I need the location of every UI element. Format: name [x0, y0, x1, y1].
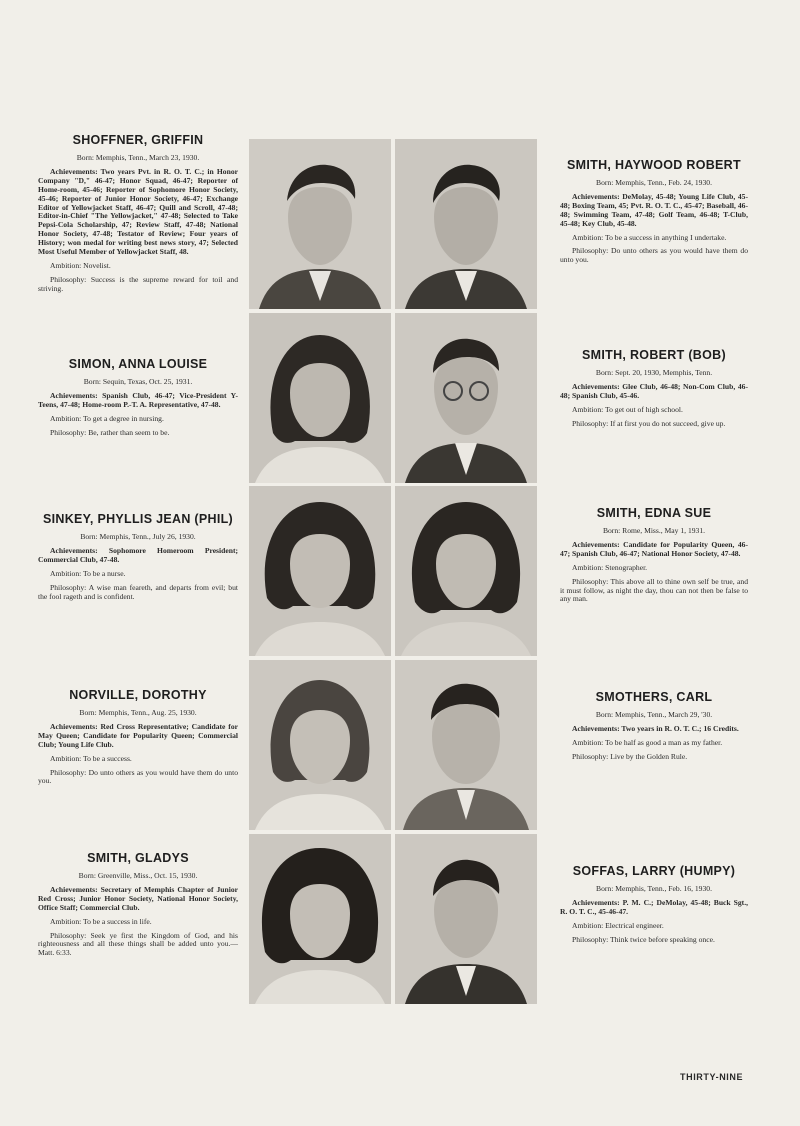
born-line: Born: Memphis, Tenn., March 29, '30. — [595, 709, 713, 719]
achievements: Achievements: Secretary of Memphis Chapter of Junior Red Cross; Junior Honor Society, National Honor Society, Office Staff; Commercial Club. — [38, 884, 238, 912]
page-number: THIRTY-NINE — [680, 1072, 744, 1082]
achievements: Achievements: Two years in R. O. T. C.; 16 Credits. — [572, 723, 739, 733]
entry-soffas — [560, 864, 748, 950]
born-line: Born: Memphis, Tenn., Aug. 25, 1930. — [79, 707, 197, 717]
portrait-photo-soffas — [395, 834, 537, 1004]
portrait-photo-shoffner — [249, 139, 391, 309]
portrait-photo-norville — [249, 660, 391, 830]
born-line: Born: Greenville, Miss., Oct. 15, 1930. — [78, 870, 198, 880]
ambition: Ambition: To be a success. — [50, 753, 132, 763]
achievements: Achievements: DeMolay, 45-48; Young Life Club, 45-48; Boxing Team, 45; Pvt. R. O. T. C., 45-47; Baseball, 46-48; Swimming Team, 47-48; Golf Team, 46-48; T-Club, 45-48; Key Club, 45-48. — [560, 191, 748, 228]
achievements: Achievements: Candidate for Popularity Queen, 46-47; Spanish Club, 46-47; National Honor Society, 47-48. — [560, 539, 748, 558]
ambition: Ambition: Electrical engineer. — [572, 920, 664, 930]
philosophy: Philosophy: Think twice before speaking once. — [572, 934, 715, 944]
student-name: SINKEY, PHYLLIS JEAN (PHIL) — [42, 512, 234, 526]
entry-smith-gladys — [38, 851, 238, 963]
student-name: SHOFFNER, GRIFFIN — [72, 133, 204, 147]
achievements: Achievements: Spanish Club, 46-47; Vice-President Y-Teens, 47-48; Home-room P.-T. A. Representative, 47-48. — [38, 390, 238, 409]
entry-smith-robert — [560, 348, 748, 434]
achievements: Achievements: Two years Pvt. in R. O. T. C.; in Honor Company "D," 46-47; Honor Squad, 46-47; Reporter of Home-room, 45-46; Reporter of Sophomore Honor Society, 45-46; Reporter of Junior Honor Society, 46-47; Exchange Editor of Yellowjacket Staff, 46-47; Quill and Scroll, 47-48; Editor-in-Chief "The Yellowjacket," 47-48; Selected to Take Pepsi-Cola Scholarship, 47; Review Staff, 47-48; National Honor Society, 47-48; Testator of Review; Four years of History; won medal for writing best news story, 47; Selected Most Useful Member of Yellowjacket Staff, 48. — [38, 166, 238, 257]
born-line: Born: Rome, Miss., May 1, 1931. — [602, 525, 706, 535]
student-name: SMITH, EDNA SUE — [596, 506, 712, 520]
achievements: Achievements: Sophomore Homeroom President; Commercial Club, 47-48. — [38, 545, 238, 564]
portrait-photo-smith-edna — [395, 486, 537, 656]
philosophy: Philosophy: Seek ye first the Kingdom of God, and his righteousness and all these things shall be added unto you.—Matt. 6:33. — [38, 930, 238, 958]
philosophy: Philosophy: This above all to thine own self be true, and it must follow, as night the day, thou can not then be false to any man. — [560, 576, 748, 604]
entry-smothers — [560, 690, 748, 767]
ambition: Ambition: To be a nurse. — [50, 568, 126, 578]
philosophy: Philosophy: Success is the supreme reward for toil and striving. — [38, 275, 238, 294]
student-name: SMITH, ROBERT (BOB) — [582, 348, 726, 362]
ambition: Ambition: To be a success in life. — [50, 916, 152, 926]
philosophy: Philosophy: Do unto others as you would have them do unto you. — [38, 767, 238, 786]
portrait-photo-smith-gladys — [249, 834, 391, 1004]
born-line: Born: Memphis, Tenn., Feb. 24, 1930. — [596, 177, 712, 187]
portrait-photo-smothers — [395, 660, 537, 830]
entry-norville — [38, 688, 238, 791]
portrait-photo-smith-robert — [395, 313, 537, 483]
ambition: Ambition: Novelist. — [50, 261, 111, 271]
student-name: SIMON, ANNA LOUISE — [68, 357, 208, 371]
entry-smith-haywood — [560, 158, 748, 270]
philosophy: Philosophy: Be, rather than seem to be. — [50, 427, 170, 437]
student-name: SMITH, GLADYS — [87, 851, 189, 865]
philosophy: Philosophy: A wise man feareth, and departs from evil; but the fool rageth and is confident. — [38, 582, 238, 601]
born-line: Born: Memphis, Tenn., Feb. 16, 1930. — [596, 883, 712, 893]
philosophy: Philosophy: Live by the Golden Rule. — [572, 751, 688, 761]
born-line: Born: Sept. 20, 1930, Memphis, Tenn. — [595, 367, 713, 377]
entry-shoffner — [38, 133, 238, 299]
student-name: SMITH, HAYWOOD ROBERT — [567, 158, 741, 172]
portrait-photo-sinkey — [249, 486, 391, 656]
ambition: Ambition: Stenographer. — [572, 562, 648, 572]
student-name: SMOTHERS, CARL — [595, 690, 713, 704]
philosophy: Philosophy: Do unto others as you would have them do unto you. — [560, 246, 748, 265]
born-line: Born: Memphis, Tenn., July 26, 1930. — [80, 531, 196, 541]
philosophy: Philosophy: If at first you do not succeed, give up. — [572, 418, 726, 428]
ambition: Ambition: To be a success in anything I undertake. — [572, 232, 727, 242]
entry-sinkey — [38, 512, 238, 606]
ambition: Ambition: To get out of high school. — [572, 404, 683, 414]
achievements: Achievements: Glee Club, 46-48; Non-Com Club, 46-48; Spanish Club, 45-46. — [560, 381, 748, 400]
portrait-photo-smith-haywood — [395, 139, 537, 309]
born-line: Born: Sequin, Texas, Oct. 25, 1931. — [83, 376, 193, 386]
achievements: Achievements: P. M. C.; DeMolay, 45-48; Buck Sgt., R. O. T. C., 45-46-47. — [560, 897, 748, 916]
achievements: Achievements: Red Cross Representative; Candidate for May Queen; Candidate for Popularity Queen; Commercial Club; Young Life Club. — [38, 721, 238, 749]
born-line: Born: Memphis, Tenn., March 23, 1930. — [76, 152, 200, 162]
student-name: NORVILLE, DOROTHY — [69, 688, 207, 702]
student-name: SOFFAS, LARRY (HUMPY) — [572, 864, 736, 878]
ambition: Ambition: To be half as good a man as my father. — [572, 737, 723, 747]
entry-smith-edna — [560, 506, 748, 609]
portrait-photo-simon — [249, 313, 391, 483]
entry-simon — [38, 357, 238, 443]
ambition: Ambition: To get a degree in nursing. — [50, 413, 164, 423]
